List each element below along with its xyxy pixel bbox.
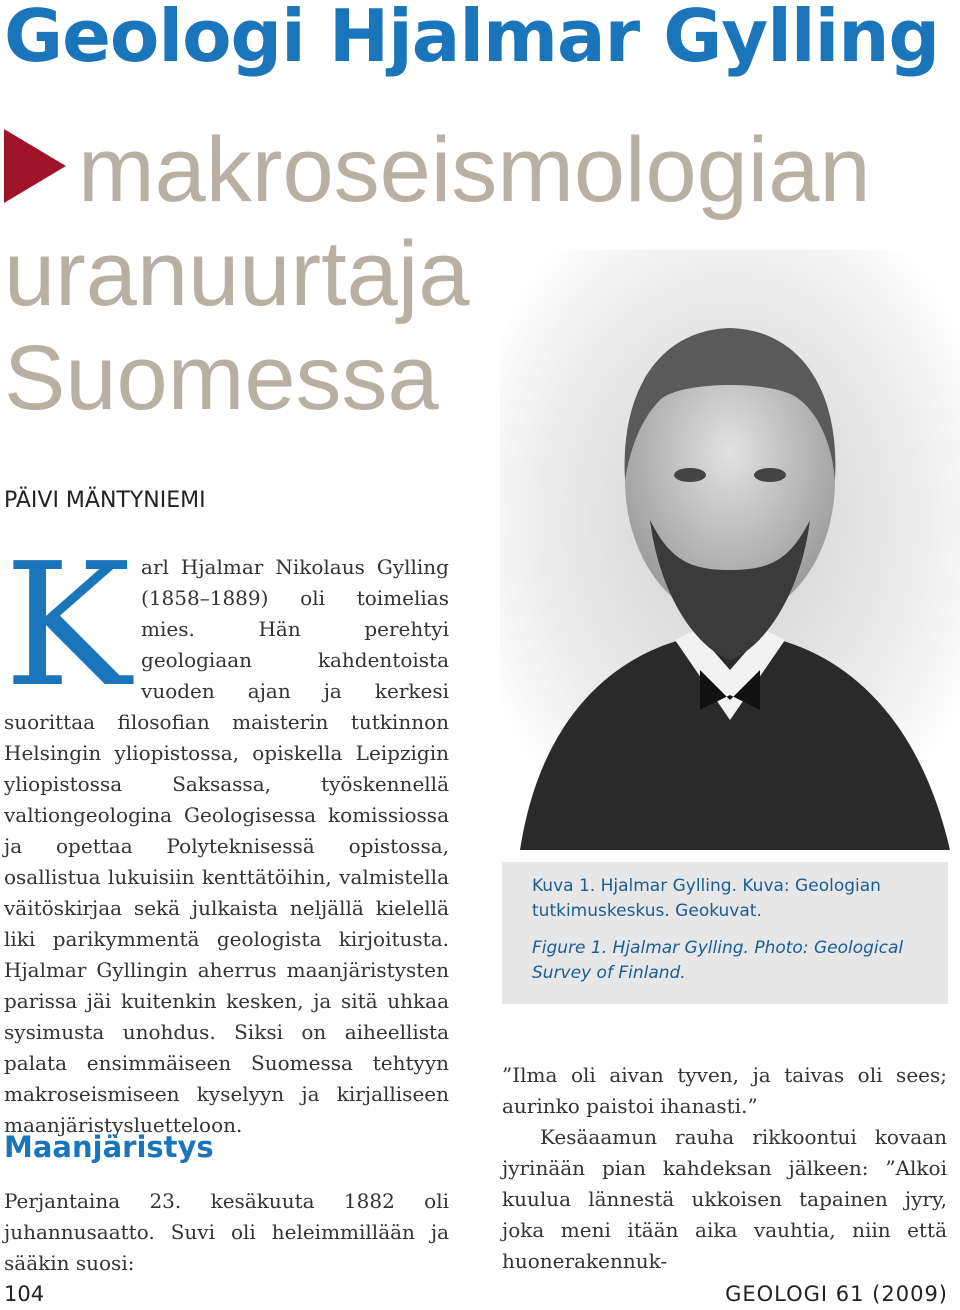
page-number: 104 [4,1282,45,1306]
caption-english: Figure 1. Hjalmar Gylling. Photo: Geological Survey of Finland. [532,938,904,983]
body-paragraph: Kesäaamun rauha rikkoontui kovaan jyrinään pian kahdeksan jälkeen: ”Alkoi kuulua lännestä ukkoisen tapainen jyry, joka meni itään aika vauhtia, niin että huonerakennuk- [502,1125,947,1273]
section-heading: Maanjäristys [4,1130,214,1164]
article-title: Geologi Hjalmar Gylling [4,0,940,78]
caption-finnish: Kuva 1. Hjalmar Gylling. Kuva: Geologian tutkimuskeskus. Geokuvat. [532,876,881,921]
subtitle-line-1 [4,118,871,222]
subtitle-line-2: uranuurtaja [4,223,470,325]
intro-column [4,527,449,1141]
author-name: PÄIVI MÄNTYNIEMI [4,488,206,513]
subtitle-line-1-text: makroseismologian [78,119,871,221]
journal-name: GEOLOGI 61 (2009) [725,1282,948,1306]
intro-paragraph: arl Hjalmar Nikolaus Gylling (1858–1889) oli toimelias mies. Hän perehtyi geologiaan kahdentoista vuoden ajan ja kerkesi suorittaa filosofian maisterin tutkinnon Helsingin yliopistossa, opiskella Leipzigin yliopistossa Saksassa, työskennellä valtiongeologina Geologisessa komissiossa ja opettaa Polyteknisessä opistossa, osallistua lukuisiin kenttätöihin, valmistella väitöskirjaa sekä julkaista neljällä kielellä liki parikymmentä geologista kirjoitusta. Hjalmar Gyllingin aherrus maanjäristysten parissa jäi kuitenkin kesken, ja sitä uhkaa sysimusta unohdus. Siksi on aiheellista palata ensimmäiseen Suomessa tehtyyn makroseismiseen kyselyyn ja kirjalliseen maanjäristysluetteloon. [4,555,449,1137]
portrait-photo [500,250,960,850]
figure-caption [502,862,948,1004]
quote-paragraph: ”Ilma oli aivan tyven, ja taivas oli sees; aurinko paistoi ihanasti.” [502,1063,947,1118]
drop-cap: K [4,527,132,725]
section-paragraph: Perjantaina 23. kesäkuuta 1882 oli juhannusaatto. Suvi oli heleimmillään ja sääkin suosi: [4,1189,449,1275]
subtitle-line-3: Suomessa [4,327,439,429]
red-triangle-icon [4,129,66,203]
right-column [502,1060,947,1277]
